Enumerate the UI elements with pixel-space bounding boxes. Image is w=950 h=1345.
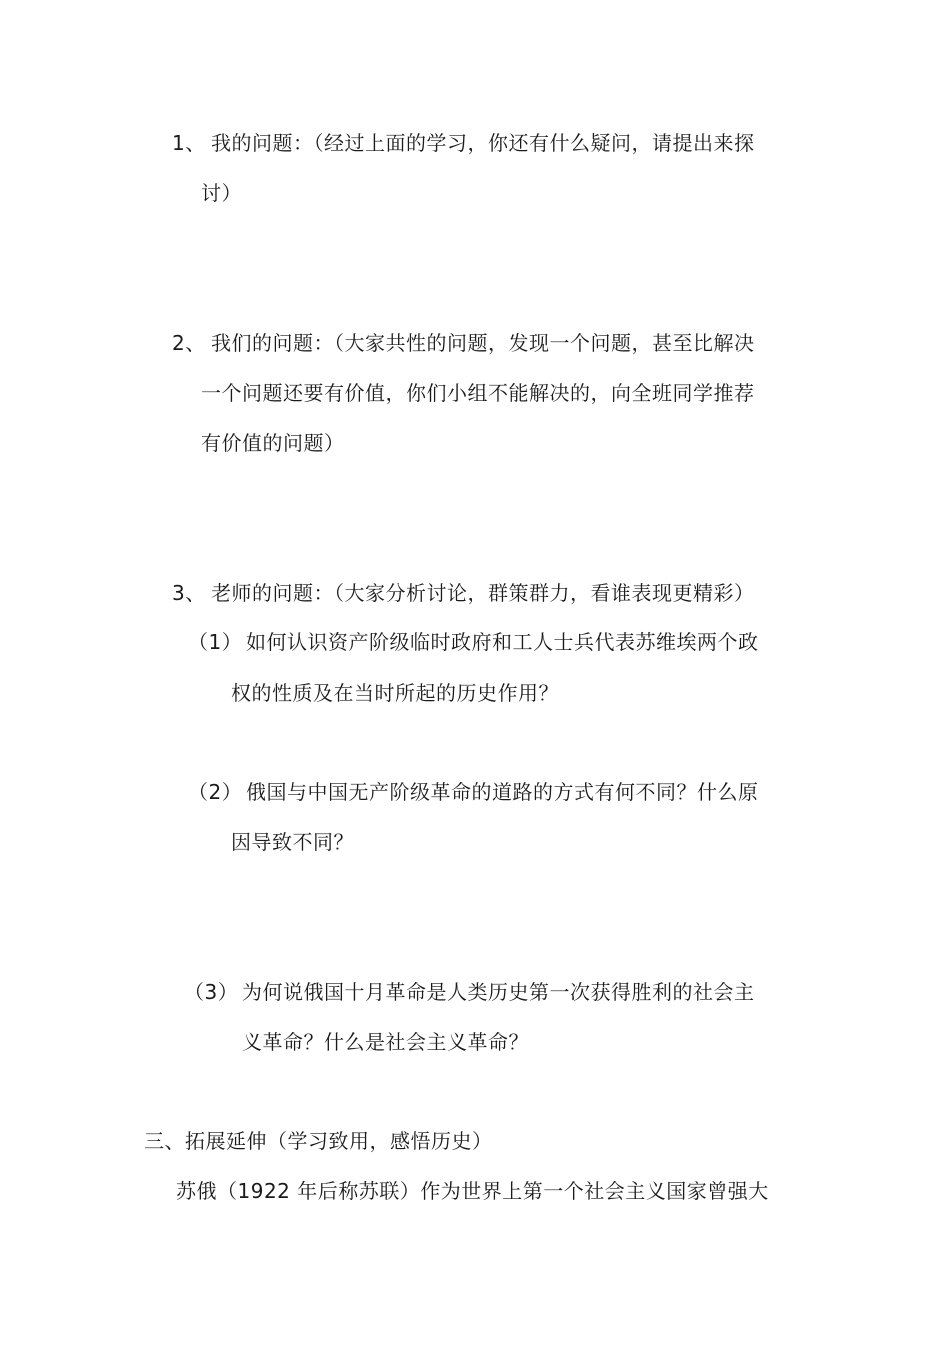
question-1-line-2: 讨） xyxy=(201,181,242,205)
question-2-line-1: 我们的问题：（大家共性的问题，发现一个问题，甚至比解决 xyxy=(211,331,755,355)
section-3-heading: 三、拓展延伸（学习致用，感悟历史） xyxy=(144,1129,493,1153)
question-1-number: 1、 xyxy=(172,131,206,155)
subquestion-3-line-2: 义革命？什么是社会主义革命？ xyxy=(242,1030,529,1054)
question-3-number: 3、 xyxy=(172,581,206,605)
subquestion-1-number: （1） xyxy=(188,630,243,654)
question-1-line-1: 我的问题：（经过上面的学习，你还有什么疑问，请提出来探 xyxy=(211,131,755,155)
subquestion-3-line-1: 为何说俄国十月革命是人类历史第一次获得胜利的社会主 xyxy=(242,980,755,1004)
question-3-line-1: 老师的问题：（大家分析讨论，群策群力，看谁表现更精彩） xyxy=(211,581,755,605)
subquestion-3-number: （3） xyxy=(184,980,239,1004)
question-2-line-2: 一个问题还要有价值，你们小组不能解决的，向全班同学推荐 xyxy=(201,381,755,405)
subquestion-1-line-1: 如何认识资产阶级临时政府和工人士兵代表苏维埃两个政 xyxy=(246,630,759,654)
subquestion-1-line-2: 权的性质及在当时所起的历史作用？ xyxy=(231,681,559,705)
subquestion-2-line-1: 俄国与中国无产阶级革命的道路的方式有何不同？什么原 xyxy=(246,780,759,804)
subquestion-2-line-2: 因导致不同？ xyxy=(231,830,354,854)
question-2-number: 2、 xyxy=(172,331,206,355)
section-3-paragraph-line-1: 苏俄（1922 年后称苏联）作为世界上第一个社会主义国家曾强大 xyxy=(176,1179,769,1203)
subquestion-2-number: （2） xyxy=(188,780,243,804)
question-2-line-3: 有价值的问题） xyxy=(201,431,345,455)
